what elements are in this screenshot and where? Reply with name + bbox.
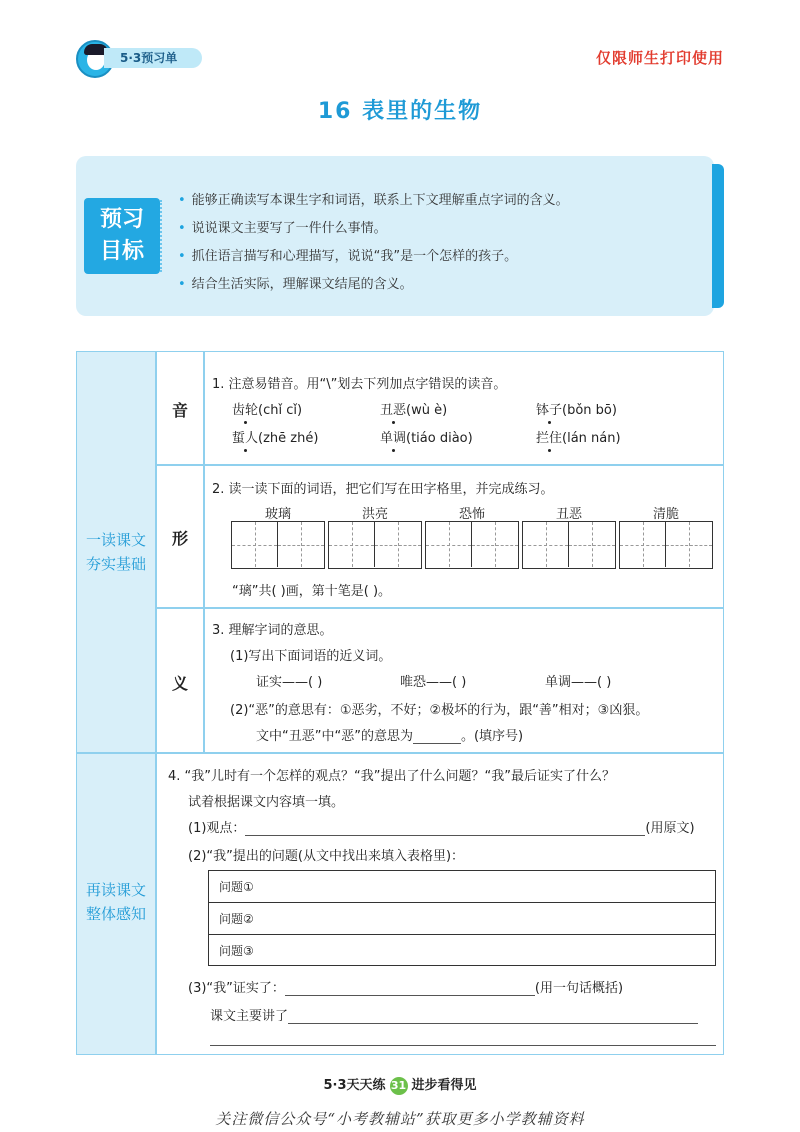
table-row[interactable]: 问题② [209,903,715,935]
q4-part2: (2)“我”提出的问题(从文中找出来填入表格里)： [188,849,465,864]
yi-label-cell [156,608,204,753]
q4-line1: 4. “我”儿时有一个怎样的观点？“我”提出了什么问题？“我”最后证实了什么？ [168,769,615,784]
goals-tab-line1: 预习 [99,207,144,232]
yin-item: 齿轮(chǐ cǐ) [232,403,303,418]
yi-sub1: (1)写出下面词语的近义词。 [230,649,392,664]
yin-item: 钵子(bǒn bō) [536,403,617,418]
print-notice: 仅限师生打印使用 [595,49,724,67]
question-table [208,870,716,966]
section1-label-cell [76,351,156,753]
tianzige-box[interactable] [425,521,519,569]
yi-label: 义 [171,674,188,693]
goals-panel [76,156,714,316]
xing-note: “璃”共( )画，第十笔是( )。 [232,584,392,599]
yin-question: 1. 注意易错音。用“\”划去下列加点字错误的读音。 [212,377,507,392]
q4-part1: (1)观点： (用原文) [188,821,695,836]
confirmed-blank[interactable] [285,982,535,996]
summary-blank[interactable] [288,1010,698,1024]
page-title: 16 表里的生物 [317,99,483,124]
xing-label: 形 [171,529,188,548]
synonym-item: 单调——( ) [545,675,612,690]
q4-summary: 课文主要讲了 [210,1005,698,1024]
goal-item: • 能够正确读写本课生字和词语，联系上下文理解重点字词的含义。 [178,193,569,208]
goal-item: • 抓住语言描写和心理描写，说说“我”是一个怎样的孩子。 [178,249,518,264]
tianzige-box[interactable] [231,521,325,569]
tianzige-word: 丑恶 [555,507,582,522]
answer-blank[interactable] [413,730,461,744]
yin-item: 拦住(lán nán) [536,431,621,446]
footer-slogan: 5·3天天练 31 进步看得见 [323,1078,477,1093]
goal-item: • 说说课文主要写了一件什么事情。 [178,221,387,236]
section2-label-cell [76,753,156,1055]
brand-label: 5·3预习单 [104,48,202,68]
tianzige-word: 玻璃 [264,507,291,522]
xing-question: 2. 读一读下面的词语，把它们写在田字格里，并完成练习。 [212,482,554,497]
viewpoint-blank[interactable] [245,822,645,836]
section1-label-line1: 一读课文 [85,531,146,549]
xing-label-cell [156,465,204,608]
table-row[interactable]: 问题① [209,871,715,903]
goals-tab-line2: 目标 [99,239,144,264]
q4-part3: (3)“我”证实了： (用一句话概括) [188,981,624,996]
section1-label-line2: 夯实基础 [85,555,146,573]
yi-sub2-answer: 文中“丑恶”中“恶”的意思为 。(填序号) [256,729,524,744]
yin-item: 蜇人(zhē zhé) [232,431,319,446]
synonym-item: 唯恐——( ) [400,675,467,690]
page-number: 31 [390,1077,408,1095]
yi-sub2: (2)“恶”的意思有：①恶劣，不好；②极坏的行为，跟“善”相对；③凶狠。 [230,703,649,718]
goals-tab [84,198,160,274]
yin-item: 单调(tiáo diào) [380,431,473,446]
tianzige-box[interactable] [619,521,713,569]
yin-label-cell [156,351,204,465]
summary-blank-line2[interactable] [210,1045,716,1046]
goal-item: • 结合生活实际，理解课文结尾的含义。 [178,277,413,292]
table-row[interactable]: 问题③ [219,944,254,958]
q4-line2: 试着根据课文内容填一填。 [188,795,345,810]
watermark-text: 关注微信公众号“小考教辅站”获取更多小学教辅资料 [215,1110,585,1128]
goals-divider [160,200,166,272]
goals-edge-decoration [712,164,724,308]
synonym-item: 证实——( ) [256,675,323,690]
tianzige-word: 清脆 [652,507,679,522]
tianzige-box[interactable] [522,521,616,569]
tianzige-box[interactable] [328,521,422,569]
yin-label: 音 [171,401,188,420]
tianzige-word: 洪亮 [361,507,388,522]
section2-label-line2: 整体感知 [85,905,146,923]
section2-label-line1: 再读课文 [85,881,146,899]
yin-item: 丑恶(wù è) [380,403,448,418]
tianzige-word: 恐怖 [458,507,485,522]
yi-question: 3. 理解字词的意思。 [212,623,333,638]
